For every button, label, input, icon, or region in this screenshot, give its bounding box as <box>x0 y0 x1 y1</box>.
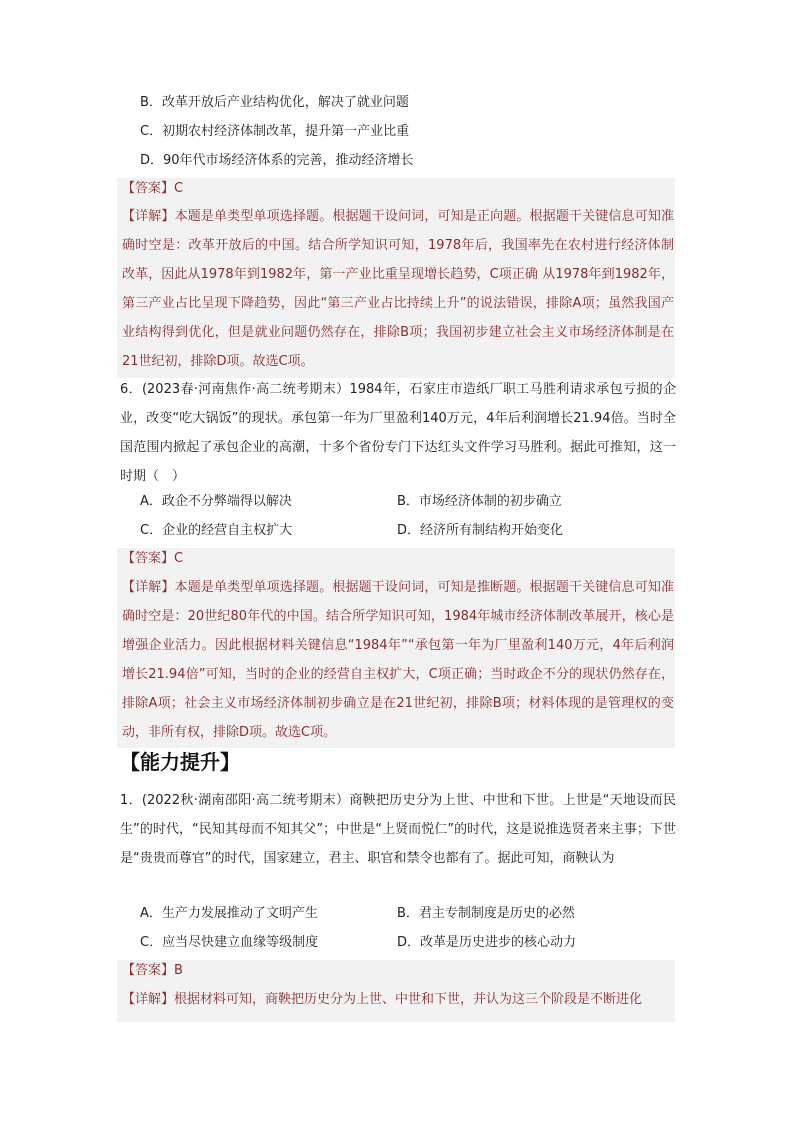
section-title: 【能力提升】 <box>120 750 240 774</box>
detail-label: 【详解】 <box>122 209 175 224</box>
p1-option-a: A．生产力发展推动了文明产生 <box>140 906 318 921</box>
detail-text: 根据材料可知，商鞅把历史分为上世、中世和下世，并认为这三个阶段是不断进化 <box>174 992 643 1007</box>
q5-option-b: B．改革开放后产业结构优化，解决了就业问题 <box>140 95 409 110</box>
detail-label: 【详解】 <box>122 580 175 595</box>
q6-option-d: D．经济所有制结构开始变化 <box>397 523 564 538</box>
answer-label: 【答案】 <box>122 551 175 566</box>
q6-option-c: C．企业的经营自主权扩大 <box>140 523 293 538</box>
answer-value: B <box>174 963 183 978</box>
q5-answer <box>122 179 183 199</box>
answer-value: C <box>174 551 184 566</box>
q5-option-d: D．90年代市场经济体系的完善，推动经济增长 <box>140 153 414 168</box>
detail-label: 【详解】 <box>122 992 175 1007</box>
q6-option-a: A．政企不分弊端得以解决 <box>140 494 292 509</box>
q5-detail <box>122 202 674 376</box>
answer-label: 【答案】 <box>122 181 175 196</box>
answer-label: 【答案】 <box>122 963 175 978</box>
q5-option-c: C．初期农村经济体制改革，提升第一产业比重 <box>140 124 410 139</box>
p1-stem: 1．(2022秋·湖南邵阳·高二统考期末）商鞅把历史分为上世、中世和下世。上世是“天地设而民生”的时代，“民知其母而不知其父”；中世是“上贤而悦仁”的时代，这是说推选贤者来主事；下世是“贵贵而尊官”的时代，国家建立，君主、职官和禁令也都有了。据此可知，商鞅认为 <box>120 793 676 866</box>
p1-option-b: B．君主专制制度是历史的必然 <box>397 906 575 921</box>
p1-option-c: C．应当尽快建立血缘等级制度 <box>140 935 319 950</box>
p1-detail <box>122 985 674 1014</box>
detail-text: 本题是单类型单项选择题。根据题干设问词，可知是正向题。根据题干关键信息可知准确时空是：改革开放后的中国。结合所学知识可知，1978年后，我国率先在农村进行经济体制改革，因此从1978年到1982年，第一产业比重呈现增长趋势，C项正确 从1978年到1982年，第三产业占比呈现下降趋势，因此“第三产业占比持续上升”的说法错误，排除A项；虽然我国产业结构得到优化，但是就业问题仍然存在，排除B项；我国初步建立社会主义市场经济体制是在21世纪初，排除D项。故选C项。 <box>122 209 674 369</box>
q6-stem: 6．(2023春·河南焦作·高二统考期末）1984年，石家庄市造纸厂职工马胜利请求承包亏损的企业，改变“吃大锅饭”的现状。承包第一年为厂里盈利140万元，4年后利润增长21.94倍。当时全国范围内掀起了承包企业的高潮，十多个省份专门下达红头文件学习马胜利。据此可推知，这一时期（ ） <box>120 382 676 484</box>
detail-text: 本题是单类型单项选择题。根据题干设问词，可知是推断题。根据题干关键信息可知准确时空是：20世纪80年代的中国。结合所学知识可知，1984年城市经济体制改革展开，核心是增强企业活力。因此根据材料关键信息“1984年”“承包第一年为厂里盈利140万元，4年后利润增长21.94倍”可知，当时的企业的经营自主权扩大，C项正确；当时政企不分的现状仍然存在，排除A项；社会主义市场经济体制初步确立是在21世纪初，排除B项；材料体现的是管理权的变动，非所有权，排除D项。故选C项。 <box>122 580 674 740</box>
answer-value: C <box>174 181 184 196</box>
q6-detail <box>122 573 674 747</box>
q6-answer <box>122 549 183 569</box>
q6-option-b: B．市场经济体制的初步确立 <box>397 494 562 509</box>
p1-option-d: D．改革是历史进步的核心动力 <box>397 935 577 950</box>
p1-answer <box>122 961 183 981</box>
